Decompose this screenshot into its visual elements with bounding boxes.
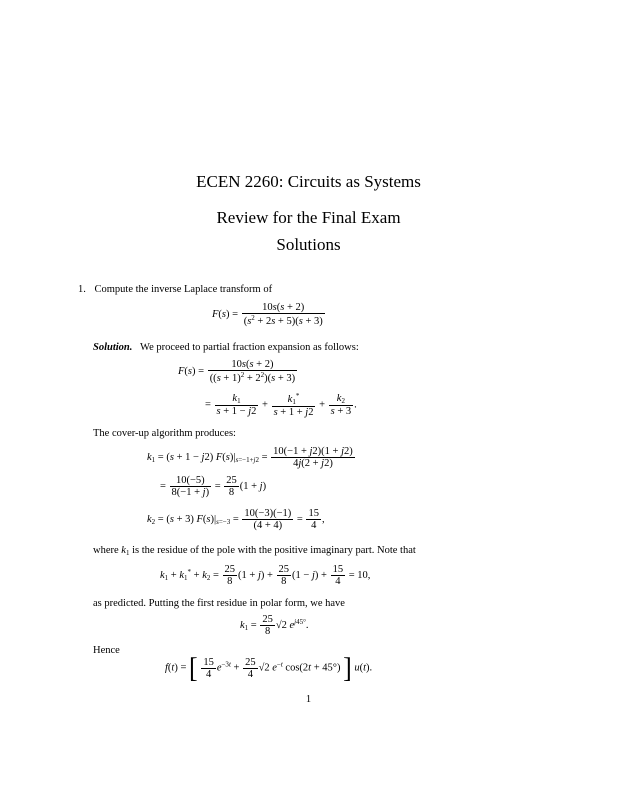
solution-intro — [93, 342, 359, 355]
problem-statement — [78, 284, 272, 297]
equation-ft-result: f(t) = [ $\frac{15}{4}$ $e^{-3t}$ + $\frac{25}{4}$ √2 $e^{-t}$ cos(2t + 45°) ] u(t). — [165, 651, 373, 684]
equation-k2: $k_2 = (s + 3) F(s)|_{s=-3}$ = $\frac{10(-3)(-1)}{(4 + 4)}$ = $\frac{15}{4}$ , — [147, 508, 325, 531]
equation-partial-fraction-2: = $\frac{k_1}{s + 1 - j2}$ + $\frac{k_1^*}{s + 1 + j2}$ + $\frac{k_2}{s + 3}$ . — [205, 392, 357, 418]
polar-form-note: as predicted. Putting the first residue in polar form, we have — [93, 598, 345, 609]
equation-partial-fraction-1: F(s) = $\frac{10s(s + 2)}{((s + 1)^2 + 2^2)(s + 3)}$ — [178, 359, 296, 384]
coverup-text: The cover-up algorithm produces: — [93, 428, 236, 439]
equation-k1-coverup: $k_1 = (s + 1 - j2) F(s)|_{s=-1+j2}$ = $\frac{10(-1 + j2)(1 + j2)}{4j(2 + j2)}$ — [147, 446, 353, 469]
residue-note-where: where — [93, 545, 119, 556]
problem-text: Compute the inverse Laplace transform of — [94, 284, 273, 295]
document-subtitle: Solutions — [276, 235, 341, 254]
hence-text: Hence — [93, 645, 120, 656]
solution-label: Solution. — [93, 342, 133, 353]
equation-k1-polar: $k_1$ = $\frac{25}{8}$ √2 $e^{j45^\circ}$. — [240, 614, 309, 637]
residue-note-text: is the residue of the pole with the positive imaginary part. Note that — [132, 545, 416, 556]
residue-note: where $k_1$ is the residue of the pole with the positive imaginary part. Note that — [93, 545, 416, 557]
equation-k1-result: = $\frac{10(-5)}{8(-1 + j)}$ = $\frac{25}{8}$ (1 + j) — [160, 475, 267, 498]
problem-number: 1. — [78, 284, 86, 295]
page-number: 1 — [305, 694, 312, 705]
course-title: ECEN 2260: Circuits as Systems — [196, 172, 421, 191]
equation-fs-definition: F(s) = $\frac{10s(s + 2)}{(s^2 + 2s + 5)(s + 3)}$ — [212, 302, 323, 327]
document-title: Review for the Final Exam — [216, 208, 401, 227]
solution-intro-text: We proceed to partial fraction expansion as follows: — [140, 342, 359, 353]
equation-residue-sum: $k_1 + k_1^* + k_2$ = $\frac{25}{8}$ (1 + j) + $\frac{25}{8}$ (1 − j) + $\frac{15}{4}$ = 10, — [160, 564, 371, 587]
